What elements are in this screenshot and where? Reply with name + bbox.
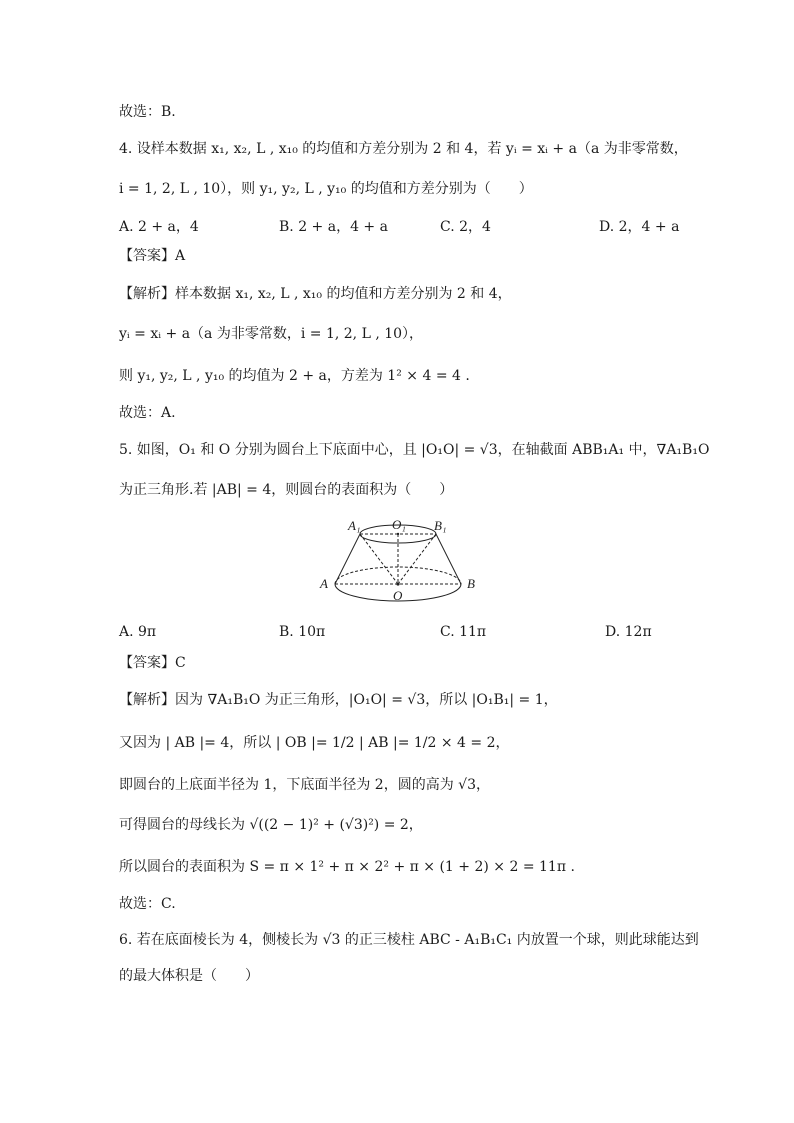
q4-option-d: D. 2，4 + a: [599, 219, 680, 235]
q3-conclusion: 故选：B.: [119, 104, 176, 120]
q5-conclusion: 故选：C.: [119, 896, 176, 912]
q4-stem-line1: 4. 设样本数据 x₁, x₂, L , x₁₀ 的均值和方差分别为 2 和 4，若 yᵢ = xᵢ + a（a 为非零常数，: [119, 141, 688, 157]
q4-conclusion: 故选：A.: [119, 405, 176, 421]
q5-option-d: D. 12π: [605, 624, 652, 640]
q6-stem-line1: 6. 若在底面棱长为 4，侧棱长为 √3 的正三棱柱 ABC - A₁B₁C₁ 内放置一个球，则此球能达到: [119, 932, 699, 948]
q5-stem-line2: 为正三角形.若 |AB| = 4，则圆台的表面积为（ ）: [119, 482, 454, 498]
q6-stem-line2: 的最大体积是（ ）: [119, 968, 259, 984]
q4-analysis-line1: 【解析】样本数据 x₁, x₂, L , x₁₀ 的均值和方差分别为 2 和 4，: [119, 286, 512, 302]
label-a1: A₁: [348, 518, 361, 533]
q5-stem-line1: 5. 如图，O₁ 和 O 分别为圆台上下底面中心，且 |O₁O| = √3，在轴截面 ABB₁A₁ 中，∇A₁B₁O: [119, 442, 710, 458]
label-b1: B₁: [434, 518, 447, 533]
label-o: O: [393, 588, 403, 603]
q4-stem-line2: i = 1, 2, L , 10），则 y₁, y₂, L , y₁₀ 的均值和方差分别为（ ）: [119, 181, 533, 197]
q4-option-a: A. 2 + a，4: [119, 219, 199, 235]
q5-analysis-line3: 即圆台的上底面半径为 1，下底面半径为 2，圆的高为 √3，: [119, 777, 490, 793]
q5-analysis-line2: 又因为 | AB |= 4，所以 | OB |= 1/2 | AB |= 1/2 × 4 = 2，: [119, 735, 510, 751]
q5-analysis-line5: 所以圆台的表面积为 S = π × 1² + π × 2² + π × (1 + 2) × 2 = 11π .: [119, 859, 575, 875]
q4-analysis-line3: 则 y₁, y₂, L , y₁₀ 的均值为 2 + a，方差为 1² × 4 = 4 .: [119, 368, 470, 384]
q4-option-c: C. 2，4: [440, 219, 491, 235]
q5-option-a: A. 9π: [119, 624, 157, 640]
label-b: B: [467, 576, 475, 591]
label-a: A: [320, 576, 328, 591]
q4-analysis-line2: yᵢ = xᵢ + a（a 为非零常数，i = 1, 2, L , 10），: [119, 326, 424, 342]
frustum-figure: [310, 512, 490, 612]
q4-answer: 【答案】A: [119, 248, 186, 264]
q5-option-c: C. 11π: [440, 624, 487, 640]
q5-answer: 【答案】C: [119, 655, 186, 671]
q4-option-b: B. 2 + a，4 + a: [279, 219, 388, 235]
q5-analysis-line4: 可得圆台的母线长为 √((2 − 1)² + (√3)²) = 2，: [119, 817, 423, 833]
label-o1: O₁: [392, 517, 406, 532]
q5-analysis-line1: 【解析】因为 ∇A₁B₁O 为正三角形，|O₁O| = √3，所以 |O₁B₁| = 1，: [119, 692, 558, 708]
q5-option-b: B. 10π: [279, 624, 326, 640]
